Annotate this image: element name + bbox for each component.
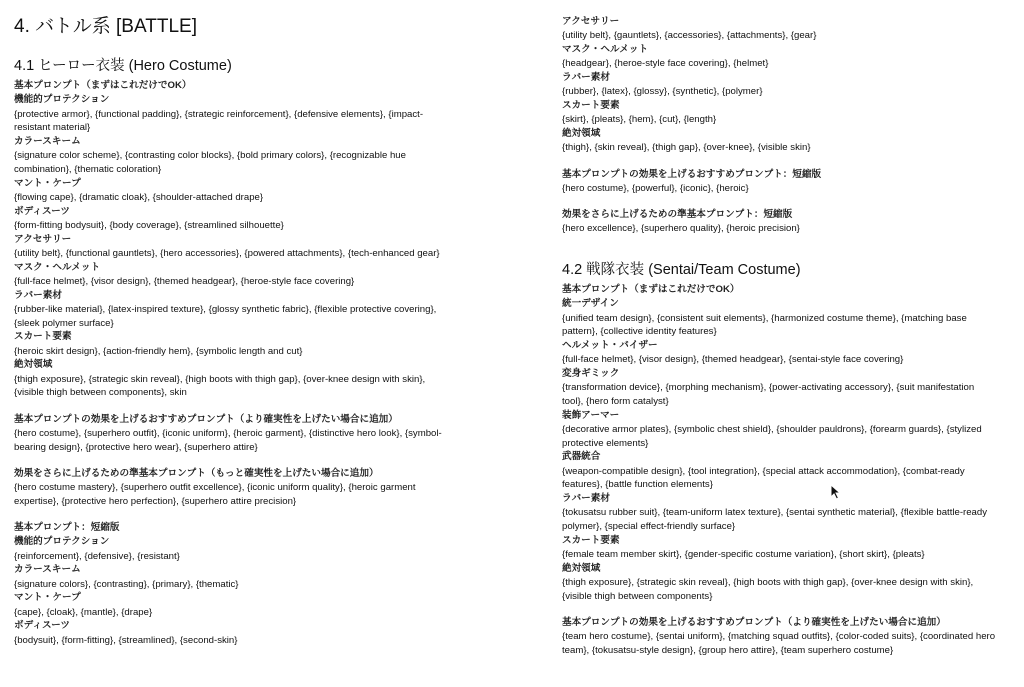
prompt-text: {hero costume}, {superhero outfit}, {iconic uniform}, {heroic garment}, {distinctive hero look}, {symbol-bearing design}, {protective hero wear}, {superhero attire} [14,427,442,453]
prompt-category-label: 基本プロンプト（まずはこれだけでOK） [562,284,740,295]
prompt-text: {form-fitting bodysuit}, {body coverage}, {streamlined silhouette} [14,220,284,231]
prompt-category-label: ラバー素材 [14,289,62,301]
prompt-text: {hero costume mastery}, {superhero outfit excellence}, {iconic uniform quality}, {heroic garment expertise}, {protective hero perfection}, {superhero attire precision} [14,482,416,507]
prompt-category-label: スカート要素 [14,331,72,343]
prompt-category-label: ラバー素材 [562,72,610,83]
prompt-text: {rubber}, {latex}, {glossy}, {synthetic}, {polymer} [562,86,763,98]
prompt-category-label: スカート要素 [562,534,620,546]
prompt-text: {protective armor}, {functional padding}, {strategic reinforcement}, {defensive elements}, {impact-resistant material} [14,108,424,134]
prompt-text: {bodysuit}, {form-fitting}, {streamlined}, {second-skin} [14,634,238,646]
prompt-text: {tokusatsu rubber suit}, {team-uniform latex texture}, {sentai synthetic material}, {flexible battle-ready polymer}, {special effect-friendly surface} [562,507,988,533]
section-heading: 4.2 戦隊衣装 (Sentai/Team Costume) [562,262,801,278]
prompt-category-label: 絶対領域 [562,128,601,139]
spacer [14,400,454,413]
prompt-text: {weapon-compatible design}, {tool integration}, {special attack accommodation}, {combat-ready features}, {battle function elements} [562,465,965,491]
prompt-category-label: 武器統合 [562,451,601,463]
prompt-text: {transformation device}, {morphing mechanism}, {power-activating accessory}, {suit manifestation tool}, {hero form catalyst} [562,382,975,407]
prompt-category-label: マスク・ヘルメット [562,44,649,55]
spacer [562,196,996,209]
prompt-text: {signature color scheme}, {contrasting color blocks}, {bold primary colors}, {recognizable hue combination}, {thematic coloration} [14,150,406,175]
prompt-category-label: 基本プロンプトの効果を上げるおすすめプロンプト（より確実性を上げたい場合に追加） [14,413,398,425]
prompt-text: {utility belt}, {gauntlets}, {accessories}, {attachments}, {gear} [562,30,817,42]
prompt-text: {full-face helmet}, {visor design}, {themed headgear}, {heroe-style face covering} [14,276,355,287]
prompt-text: {heroic skirt design}, {action-friendly hem}, {symbolic length and cut} [14,345,303,357]
prompt-text: {decorative armor plates}, {symbolic chest shield}, {shoulder pauldrons}, {forearm guards}, {stylized protective elements} [562,424,982,449]
prompt-category-label: カラースキーム [14,136,81,147]
prompt-category-label: ボディスーツ [14,620,70,632]
prompt-category-label: 絶対領域 [562,562,601,574]
spacer [562,236,996,260]
prompt-category-label: カラースキーム [14,564,81,576]
prompt-category-label: 基本プロンプト（まずはこれだけでOK） [14,80,192,91]
spacer [562,604,996,617]
left-column [14,14,454,647]
prompt-category-label: 機能的プロテクション [14,94,110,106]
spacer [14,509,454,522]
prompt-text: {skirt}, {pleats}, {hem}, {cut}, {length} [562,114,717,126]
page-title: 4. バトル系 [BATTLE] [14,16,197,37]
prompt-category-label: ヘルメット・バイザー [562,340,658,351]
prompt-text: {full-face helmet}, {visor design}, {themed headgear}, {sentai-style face covering} [562,354,904,366]
prompt-text: {hero costume}, {powerful}, {iconic}, {heroic} [562,182,749,194]
prompt-text: {utility belt}, {functional gauntlets}, {hero accessories}, {powered attachments}, {tech-enhanced gear} [14,248,440,259]
section-heading: 4.1 ヒーロー衣装 (Hero Costume) [14,58,232,74]
prompt-category-label: ラバー素材 [562,493,610,505]
prompt-category-label: スカート要素 [562,100,620,111]
prompt-category-label: 絶対領域 [14,359,53,371]
prompt-category-label: アクセサリー [562,16,620,27]
prompt-text: {rubber-like material}, {latex-inspired texture}, {glossy synthetic fabric}, {flexible protective covering}, {sleek polymer surface} [14,304,437,329]
prompt-text: {thigh}, {skin reveal}, {thigh gap}, {over-knee}, {visible skin} [562,142,811,154]
prompt-category-label: 変身ギミック [562,368,620,379]
prompt-category-label: 基本プロンプト：短縮版 [14,522,120,534]
prompt-category-label: 装飾アーマー [562,409,620,421]
spacer [14,454,454,467]
prompt-text: {cape}, {cloak}, {mantle}, {drape} [14,606,153,618]
prompt-category-label: マスク・ヘルメット [14,261,101,273]
prompt-text: {thigh exposure}, {strategic skin reveal}, {high boots with thigh gap}, {over-knee design with skin}, {visible thigh between components}, skin [14,373,426,399]
prompt-text: {signature colors}, {contrasting}, {primary}, {thematic} [14,578,239,590]
prompt-text: {unified team design}, {consistent suit elements}, {harmonized costume theme}, {matching base pattern}, {collective identity features} [562,312,967,338]
prompt-category-label: ボディスーツ [14,205,70,217]
prompt-category-label: 基本プロンプトの効果を上げるおすすめプロンプト（より確実性を上げたい場合に追加） [562,617,946,629]
prompt-category-label: 効果をさらに上げるための準基本プロンプト（もっと確実性を上げたい場合に追加） [14,467,379,479]
prompt-text: {female team member skirt}, {gender-specific costume variation}, {short skirt}, {pleats} [562,549,925,561]
prompt-category-label: マント・ケープ [14,177,81,189]
prompt-category-label: マント・ケープ [14,592,81,604]
prompt-text: {reinforcement}, {defensive}, {resistant} [14,550,180,562]
prompt-text: {team hero costume}, {sentai uniform}, {matching squad outfits}, {color-coded suits}, {coordinated hero team}, {tokusatsu-style design}, {group hero attire}, {team superhero costume} [562,631,996,657]
prompt-category-label: 効果をさらに上げるための準基本プロンプト：短縮版 [562,209,793,220]
prompt-category-label: 基本プロンプトの効果を上げるおすすめプロンプト：短縮版 [562,168,822,180]
prompt-category-label: 統一デザイン [562,298,619,310]
prompt-category-label: 機能的プロテクション [14,536,110,548]
mouse-cursor-icon [830,484,842,500]
prompt-text: {headgear}, {heroe-style face covering}, {helmet} [562,58,769,70]
spacer [562,155,996,168]
right-column [562,15,996,658]
prompt-text: {flowing cape}, {dramatic cloak}, {shoulder-attached drape} [14,192,264,203]
prompt-text: {thigh exposure}, {strategic skin reveal}, {high boots with thigh gap}, {over-knee design with skin}, {visible thigh between components} [562,577,974,602]
prompt-category-label: アクセサリー [14,233,72,245]
prompt-text: {hero excellence}, {superhero quality}, {heroic precision} [562,223,800,235]
